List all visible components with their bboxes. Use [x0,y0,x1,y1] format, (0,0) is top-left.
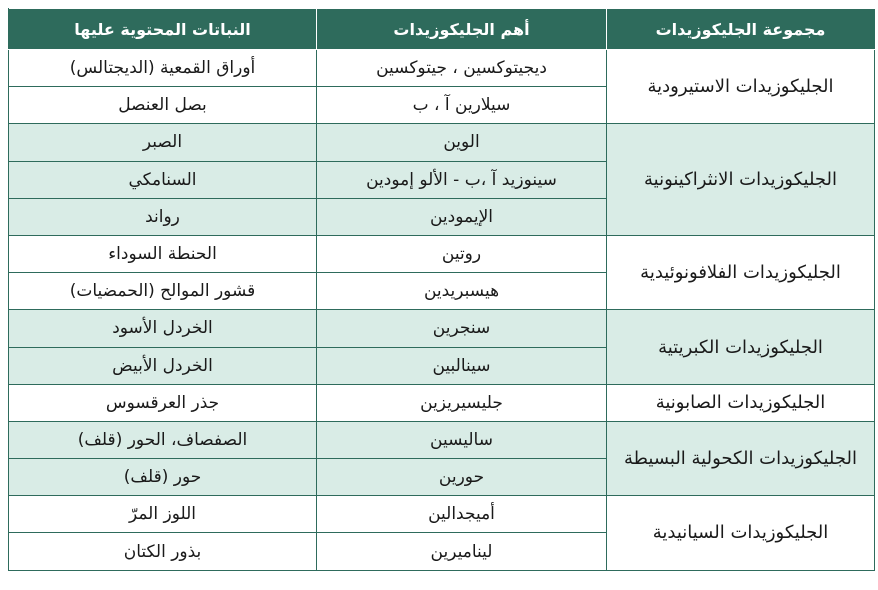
plant-cell: الخردل الأبيض [9,347,317,384]
group-name-cell: الجليكوزيدات السيانيدية [607,496,875,570]
table-row [9,421,875,458]
header-group: مجموعة الجليكوزيدات [607,9,875,50]
plant-cell: الصبر [9,124,317,161]
table-row [9,496,875,533]
header-plants: النباتات المحتوية عليها [9,9,317,50]
plant-cell: الصفصاف، الحور (قلف) [9,421,317,458]
plant-cell: رواند [9,198,317,235]
table-row [9,384,875,421]
plant-cell: السنامكي [9,161,317,198]
plant-cell: أوراق القمعية (الديجتالس) [9,50,317,87]
table-row [9,310,875,347]
glycoside-cell: حورين [317,459,607,496]
plant-cell: حور (قلف) [9,459,317,496]
group-name-cell: الجليكوزيدات الصابونية [607,384,875,421]
glycoside-cell: سيلارين آ ، ب [317,87,607,124]
glycosides-table-container [8,8,874,571]
table-row [9,50,875,87]
group-name-cell: الجليكوزيدات الفلافونوئيدية [607,235,875,309]
table-header-row [9,9,875,50]
header-glycosides: أهم الجليكوزيدات [317,9,607,50]
glycosides-table [8,8,875,571]
table-row [9,235,875,272]
plant-cell: بصل العنصل [9,87,317,124]
plant-cell: الحنطة السوداء [9,235,317,272]
group-name-cell: الجليكوزيدات الكبريتية [607,310,875,384]
glycoside-cell: أميجدالين [317,496,607,533]
group-name-cell: الجليكوزيدات الانثراكينونية [607,124,875,236]
glycoside-cell: الإيمودين [317,198,607,235]
plant-cell: جذر العرقسوس [9,384,317,421]
glycoside-cell: ساليسين [317,421,607,458]
table-row [9,124,875,161]
glycoside-cell: سينوزيد آ ،ب - الألو إمودين [317,161,607,198]
plant-cell: قشور الموالح (الحمضيات) [9,273,317,310]
group-name-cell: الجليكوزيدات الكحولية البسيطة [607,421,875,495]
plant-cell: بذور الكتان [9,533,317,570]
glycoside-cell: ليناميرين [317,533,607,570]
glycoside-cell: روتين [317,235,607,272]
group-name-cell: الجليكوزيدات الاستيرودية [607,50,875,124]
glycoside-cell: الوين [317,124,607,161]
plant-cell: اللوز المرّ [9,496,317,533]
glycoside-cell: سنجرين [317,310,607,347]
glycoside-cell: ديجيتوكسين ، جيتوكسين [317,50,607,87]
glycoside-cell: هيسبريدين [317,273,607,310]
glycoside-cell: جليسيريزين [317,384,607,421]
plant-cell: الخردل الأسود [9,310,317,347]
glycoside-cell: سينالبين [317,347,607,384]
